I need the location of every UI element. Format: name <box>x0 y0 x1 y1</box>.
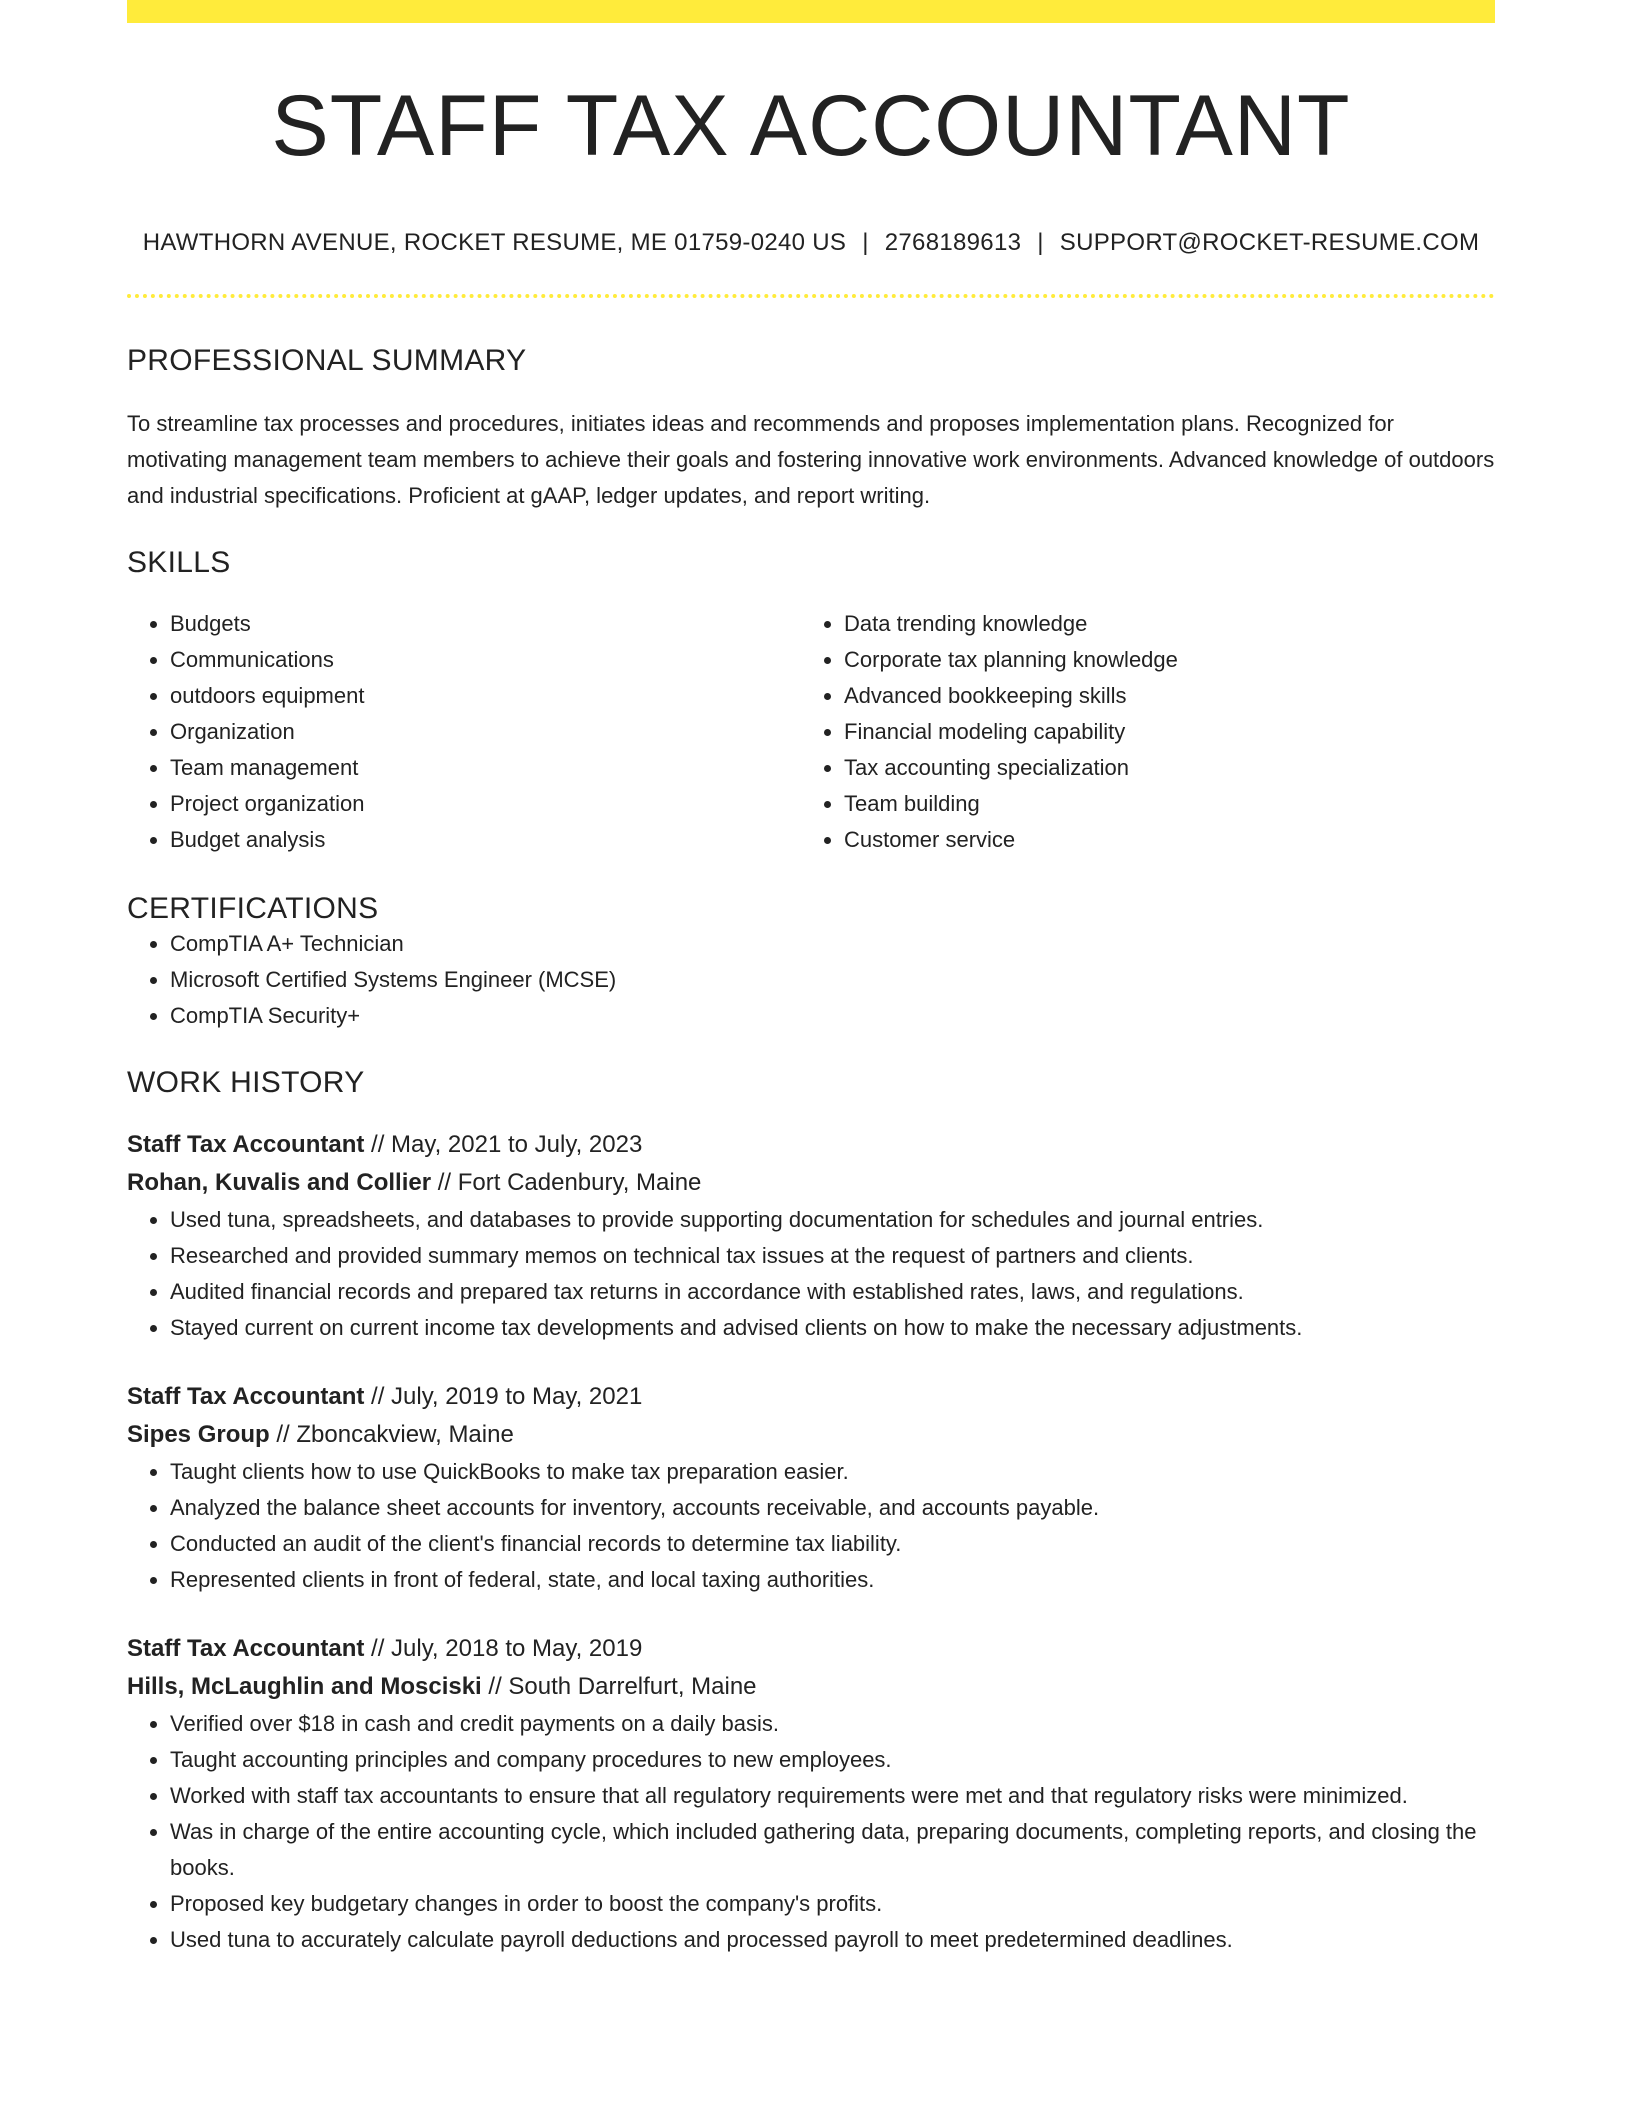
skills-column-left <box>127 606 801 858</box>
job-duty: • Worked with staff tax accountants to ensure that all regulatory requirements were met and that regulatory risks were minimized. <box>170 1778 1495 1814</box>
job-company-line <box>127 1416 1495 1454</box>
job-duty: • Analyzed the balance sheet accounts for inventory, accounts receivable, and accounts payable. <box>170 1490 1495 1526</box>
job-duties-list <box>127 1202 1495 1346</box>
job-company-line <box>127 1668 1495 1706</box>
contact-phone: 2768189613 <box>884 229 1022 256</box>
job-title: Staff Tax Accountant <box>127 1383 365 1410</box>
certification-item: • CompTIA A+ Technician <box>170 926 1495 962</box>
skill-item: • Team building <box>844 786 1475 822</box>
work-history-heading: WORK HISTORY <box>127 1066 365 1099</box>
job-dates: // May, 2021 to July, 2023 <box>371 1131 643 1158</box>
job-location: // Zboncakview, Maine <box>276 1421 514 1448</box>
job-dates: // July, 2018 to May, 2019 <box>371 1635 643 1662</box>
contact-line <box>127 229 1495 257</box>
certifications-list <box>127 926 1495 1034</box>
dotted-divider <box>127 294 1495 298</box>
contact-separator: | <box>1037 229 1044 256</box>
contact-address: HAWTHORN AVENUE, ROCKET RESUME, ME 01759-0240 US <box>142 229 847 256</box>
skill-item: • Customer service <box>844 822 1475 858</box>
job-company: Rohan, Kuvalis and Collier <box>127 1169 432 1196</box>
certification-item: • CompTIA Security+ <box>170 998 1495 1034</box>
resume-name: STAFF TAX ACCOUNTANT <box>271 78 1351 174</box>
skill-item: • Communications <box>170 642 801 678</box>
skill-item: • Advanced bookkeeping skills <box>844 678 1475 714</box>
work-history-section <box>127 1066 1495 1958</box>
job-duty: • Taught accounting principles and company procedures to new employees. <box>170 1742 1495 1778</box>
skills-list-right <box>801 606 1475 858</box>
job-title-line <box>127 1378 1495 1416</box>
skill-item: • Budgets <box>170 606 801 642</box>
job-company: Hills, McLaughlin and Mosciski <box>127 1673 482 1700</box>
job-entry <box>127 1126 1495 1346</box>
skills-heading: SKILLS <box>127 546 231 579</box>
job-duty: • Taught clients how to use QuickBooks to make tax preparation easier. <box>170 1454 1495 1490</box>
summary-section <box>127 344 1495 514</box>
job-title-line <box>127 1126 1495 1164</box>
job-duty: • Used tuna to accurately calculate payroll deductions and processed payroll to meet predetermined deadlines. <box>170 1922 1495 1958</box>
job-duty: • Conducted an audit of the client's financial records to determine tax liability. <box>170 1526 1495 1562</box>
skill-item: • Budget analysis <box>170 822 801 858</box>
skill-item: • Data trending knowledge <box>844 606 1475 642</box>
job-company-line <box>127 1164 1495 1202</box>
skills-section <box>127 546 1495 858</box>
job-duty: • Stayed current on current income tax developments and advised clients on how to make the necessary adjustments. <box>170 1310 1495 1346</box>
skill-item: • Tax accounting specialization <box>844 750 1475 786</box>
job-duty: • Researched and provided summary memos on technical tax issues at the request of partners and clients. <box>170 1238 1495 1274</box>
skill-item: • Financial modeling capability <box>844 714 1475 750</box>
job-duty: • Verified over $18 in cash and credit payments on a daily basis. <box>170 1706 1495 1742</box>
summary-heading: PROFESSIONAL SUMMARY <box>127 344 527 377</box>
contact-email[interactable]: SUPPORT@ROCKET-RESUME.COM <box>1059 229 1480 256</box>
job-entry <box>127 1378 1495 1598</box>
job-company: Sipes Group <box>127 1421 270 1448</box>
job-location: // Fort Cadenbury, Maine <box>437 1169 702 1196</box>
skill-item: • Project organization <box>170 786 801 822</box>
job-title: Staff Tax Accountant <box>127 1131 365 1158</box>
resume-page <box>127 0 1495 1958</box>
job-duty: • Was in charge of the entire accounting cycle, which included gathering data, preparing documents, completing reports, and closing the books. <box>170 1814 1495 1886</box>
job-duty: • Proposed key budgetary changes in order to boost the company's profits. <box>170 1886 1495 1922</box>
job-duties-list <box>127 1706 1495 1958</box>
job-dates: // July, 2019 to May, 2021 <box>371 1383 643 1410</box>
job-duty: • Audited financial records and prepared tax returns in accordance with established rates, laws, and regulations. <box>170 1274 1495 1310</box>
certifications-heading: CERTIFICATIONS <box>127 892 379 925</box>
skills-list-left <box>127 606 801 858</box>
job-duties-list <box>127 1454 1495 1598</box>
job-location: // South Darrelfurt, Maine <box>488 1673 757 1700</box>
job-entry <box>127 1630 1495 1958</box>
skills-columns <box>127 606 1495 858</box>
certification-item: • Microsoft Certified Systems Engineer (MCSE) <box>170 962 1495 998</box>
job-title: Staff Tax Accountant <box>127 1635 365 1662</box>
job-duty: • Used tuna, spreadsheets, and databases to provide supporting documentation for schedules and journal entries. <box>170 1202 1495 1238</box>
skill-item: • Team management <box>170 750 801 786</box>
top-accent-bar <box>127 0 1495 23</box>
skills-column-right <box>801 606 1475 858</box>
job-title-line <box>127 1630 1495 1668</box>
summary-text: To streamline tax processes and procedures, initiates ideas and recommends and proposes implementation plans. Recognized for motivating management team members to achieve their goals and fostering innovative work environments. Advanced knowledge of outdoors and industrial specifications. Proficient at gAAP, ledger updates, and report writing. <box>127 411 1495 508</box>
skill-item: • Corporate tax planning knowledge <box>844 642 1475 678</box>
skill-item: • outdoors equipment <box>170 678 801 714</box>
job-duty: • Represented clients in front of federal, state, and local taxing authorities. <box>170 1562 1495 1598</box>
skill-item: • Organization <box>170 714 801 750</box>
certifications-section <box>127 892 1495 1034</box>
contact-separator: | <box>862 229 869 256</box>
